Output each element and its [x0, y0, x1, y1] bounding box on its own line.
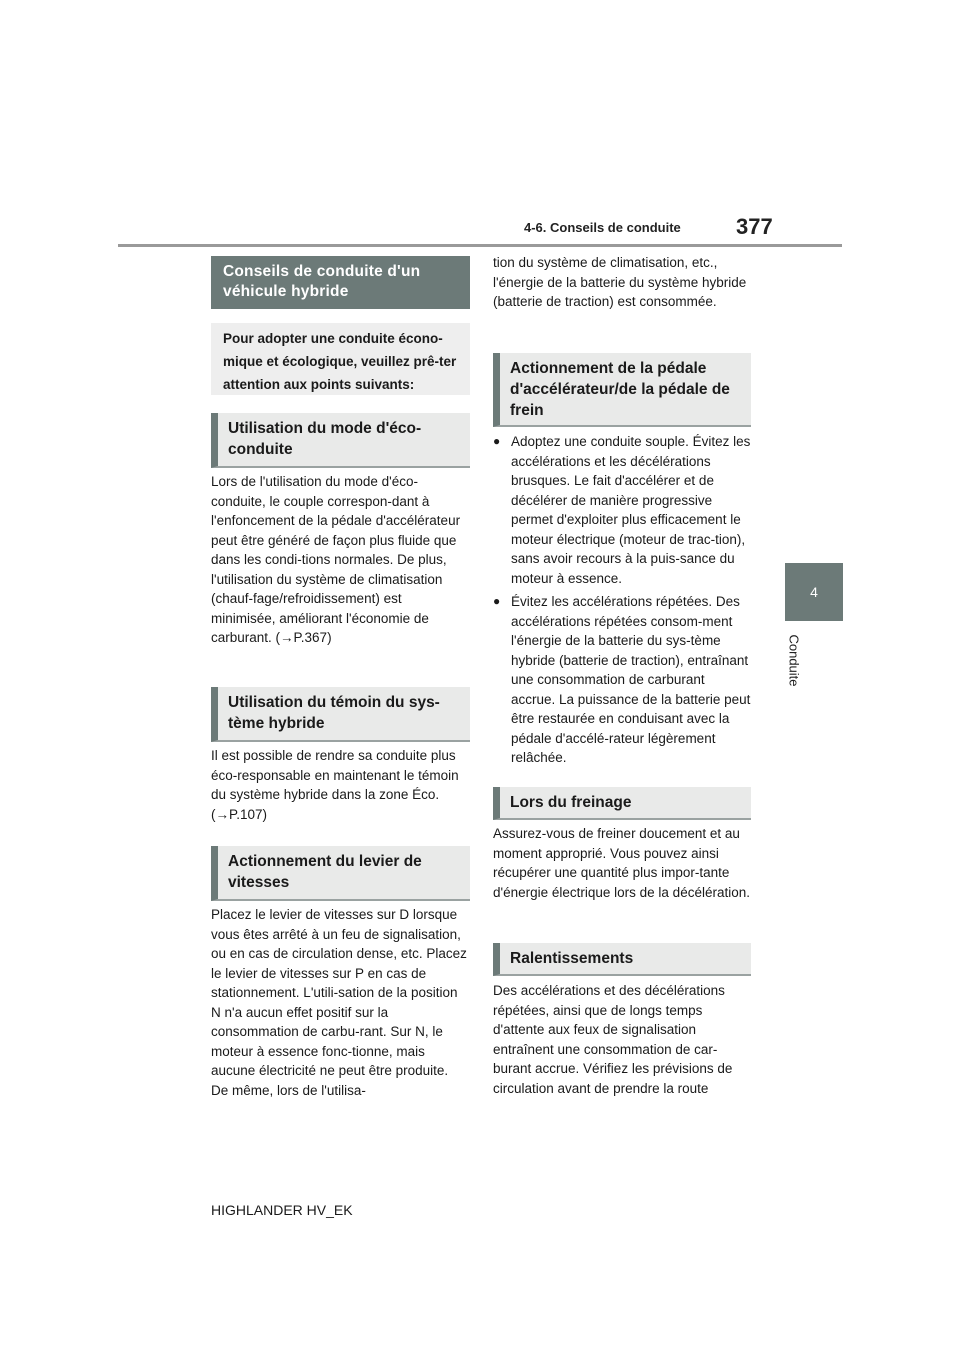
heading-pedals: Actionnement de la pédale d'accélérateur/de la pédale de frein [493, 353, 751, 427]
paragraph-shift-lever: Placez le levier de vitesses sur D lorsque vous êtes arrêté à un feu de signalisation, ou en cas de circulation dense, etc. Placez le levier de vitesses sur P en cas de stationnement. L'utili-sation de la position N n'a aucun effet positif sur la consommation de carbu-rant. Sur N, le moteur à essence fonc-tionne, mais aucune électricité ne peut être produite. De même, lors de l'utilisa- [211, 907, 467, 1098]
heading-eco-mode: Utilisation du mode d'éco-conduite [211, 413, 470, 468]
list-item: ● Évitez les accélérations répétées. Des accélérations répétées consom-ment l'énergie de la batterie du sys-tème hybride (batterie de traction), entraînant une consommation de carburant accrue. La puissance de la batterie peut être restaurée en conduisant avec la pédale d'accélé-rateur légèrement relâchée. [493, 592, 751, 768]
pedals-bullet-list [493, 432, 751, 772]
section-reference: 4-6. Conseils de conduite [524, 220, 681, 235]
heading-hybrid-indicator: Utilisation du témoin du sys-tème hybride [211, 687, 470, 742]
chapter-number: 4 [810, 584, 818, 600]
paragraph-eco-mode: Lors de l'utilisation du mode d'éco-conduite, le couple correspon-dant à l'enfoncement de la pédale d'accélérateur peut être généré de façon plus fluide que dans les condi-tions normales. De plus, l'utilisation du système de climatisation (chauf-fage/refroidissement) est minimisée, améliorant l'économie de carburant. (→P.367) [211, 474, 461, 645]
heading-slowdowns: Ralentissements [493, 943, 751, 976]
chapter-label [770, 630, 818, 690]
chapter-tab [785, 563, 843, 621]
paragraph-slowdowns: Des accélérations et des décélérations répétées, ainsi que de longs temps d'attente aux feux de signalisation entraînent une consommation de car-burant accrue. Vérifiez les prévisions de circulation avant de prendre la route [493, 983, 733, 1096]
paragraph-shift-lever-continued: tion du système de climatisation, etc., l'énergie de la batterie du système hybride (batterie de traction) est consommée. [493, 255, 747, 309]
heading-shift-lever: Actionnement du levier de vitesses [211, 846, 470, 901]
paragraph-braking: Assurez-vous de freiner doucement et au moment approprié. Vous pouvez ainsi récupérer une quantité plus impor-tante d'énergie électrique lors de la décélération. [493, 826, 750, 900]
chapter-title: Conduite [786, 633, 802, 687]
page-number: 377 [736, 214, 773, 239]
intro-note: Pour adopter une conduite écono-mique et écologique, veuillez prê-ter attention aux points suivants: [211, 323, 470, 395]
header-divider [118, 244, 842, 247]
list-item: ● Adoptez une conduite souple. Évitez les accélérations et les décélérations brusques. Le fait d'accélérer et de décélérer de manière progressive permet d'exploiter plus efficacement le moteur électrique (moteur de trac-tion), sans avoir recours à la puis-sance du moteur à essence. [493, 432, 751, 588]
main-title: Conseils de conduite d'un véhicule hybride [211, 256, 470, 309]
paragraph-hybrid-indicator: Il est possible de rendre sa conduite plus éco-responsable en maintenant le témoin du système hybride dans la zone Éco. (→P.107) [211, 748, 459, 822]
footer-model-code: HIGHLANDER HV_EK [211, 1202, 353, 1218]
heading-braking: Lors du freinage [493, 787, 751, 820]
